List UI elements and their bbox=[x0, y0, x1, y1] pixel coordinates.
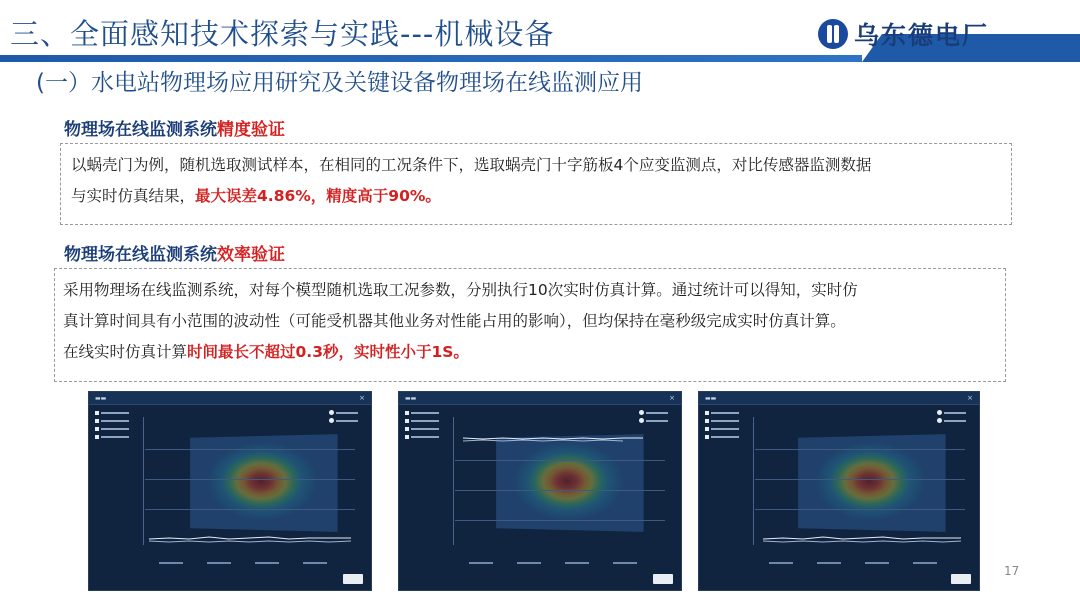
accuracy-text-box bbox=[60, 143, 1012, 225]
logo-icon bbox=[818, 19, 848, 49]
monitor-screenshot-2 bbox=[398, 391, 682, 591]
header-divider bbox=[0, 55, 862, 62]
slide-title: 三、全面感知技术探索与实践---机械设备 bbox=[10, 17, 555, 51]
section-heading-plain: 物理场在线监测系统 bbox=[64, 245, 217, 265]
company-logo bbox=[818, 16, 989, 52]
text-highlight: 最大误差4.86%，精度高于90%。 bbox=[195, 187, 441, 205]
section-heading-highlight: 效率验证 bbox=[217, 245, 285, 265]
section-heading-plain: 物理场在线监测系统 bbox=[64, 120, 217, 140]
text-plain: 与实时仿真结果， bbox=[71, 187, 196, 205]
confirm-button[interactable] bbox=[951, 574, 971, 584]
close-icon: × bbox=[967, 394, 973, 402]
efficiency-text-box bbox=[54, 268, 1006, 382]
text-highlight: 时间最长不超过0.3秒，实时性小于1S。 bbox=[187, 343, 469, 361]
close-icon: × bbox=[669, 394, 675, 402]
slide-subtitle: (一）水电站物理场应用研究及关键设备物理场在线监测应用 bbox=[36, 70, 643, 96]
series-line-chart bbox=[89, 392, 371, 590]
monitor-screenshot-3 bbox=[698, 391, 980, 591]
section-heading-highlight: 精度验证 bbox=[217, 120, 285, 140]
logo-text: 乌东德电厂 bbox=[854, 21, 990, 50]
confirm-button[interactable] bbox=[653, 574, 673, 584]
text-line bbox=[71, 181, 1011, 212]
section-heading-accuracy bbox=[64, 115, 285, 140]
series-line-chart bbox=[699, 392, 979, 590]
window-title-mark: ▬▬ bbox=[705, 394, 717, 402]
text-line: 以蜗壳门为例，随机选取测试样本，在相同的工况条件下，选取蜗壳门十字筋板4个应变监测点，对比传感器监测数据 bbox=[71, 156, 872, 174]
confirm-button[interactable] bbox=[343, 574, 363, 584]
close-icon: × bbox=[359, 394, 365, 402]
window-title-mark: ▬▬ bbox=[95, 394, 107, 402]
series-line-chart bbox=[399, 392, 681, 590]
text-plain: 在线实时仿真计算 bbox=[63, 343, 188, 361]
window-title-mark: ▬▬ bbox=[405, 394, 417, 402]
text-line bbox=[63, 337, 1005, 368]
text-line: 采用物理场在线监测系统，对每个模型随机选取工况参数，分别执行10次实时仿真计算。通过统计可以得知，实时仿 bbox=[63, 281, 858, 299]
section-heading-efficiency bbox=[64, 240, 285, 265]
text-line: 真计算时间具有小范围的波动性（可能受机器其他业务对性能占用的影响），但均保持在毫秒级完成实时仿真计算。 bbox=[63, 312, 846, 330]
page-number: 17 bbox=[1004, 564, 1020, 578]
monitor-screenshot-1 bbox=[88, 391, 372, 591]
